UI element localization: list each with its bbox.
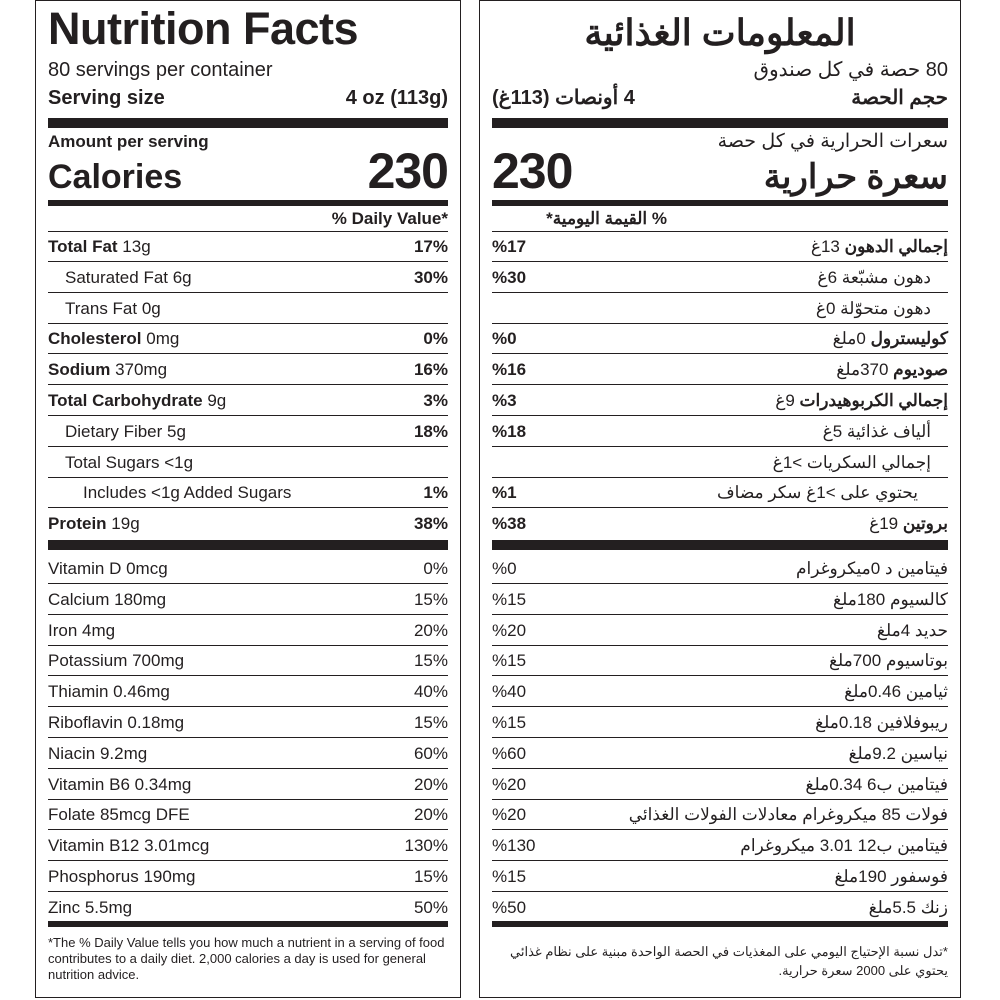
nutrient-row — [48, 294, 448, 324]
vitamin-row — [492, 646, 948, 676]
nutrient-name: دهون متحوّلة 0غ — [815, 298, 931, 318]
calories-label: سعرة حرارية — [763, 158, 948, 196]
nutrient-daily-value: 30% — [413, 267, 448, 287]
vitamin-daily-value: 20% — [413, 774, 448, 794]
vitamin-row — [492, 831, 948, 861]
nutrient-label — [48, 263, 192, 292]
nutrient-row — [492, 263, 948, 293]
vitamin-label: حديد 4ملغ — [876, 620, 948, 640]
nutrient-label — [48, 417, 186, 446]
nutrient-amount: 19غ — [869, 514, 903, 534]
nutrient-label — [775, 386, 948, 415]
vitamin-row — [492, 739, 948, 769]
vitamin-daily-value: 15% — [413, 867, 448, 886]
vitamin-row — [492, 616, 948, 646]
servings-per-container: 80 servings per container — [48, 59, 273, 81]
nutrient-label — [869, 509, 948, 539]
vitamin-label: Vitamin B6 0.34mg — [48, 774, 192, 794]
nutrient-daily-value: %30 — [492, 267, 527, 287]
vitamin-label: كالسيوم 180ملغ — [833, 589, 948, 609]
nutrient-row — [48, 324, 448, 354]
vitamin-row — [492, 677, 948, 707]
vitamin-row — [492, 800, 948, 830]
vitamin-row — [492, 554, 948, 584]
panel-title: المعلومات الغذائية — [584, 12, 856, 53]
vitamin-daily-value: 40% — [413, 682, 448, 702]
nutrient-daily-value: 3% — [423, 391, 448, 410]
vitamin-label: Riboflavin 0.18mg — [48, 713, 185, 732]
nutrient-label — [48, 324, 179, 353]
calories-value: 230 — [367, 143, 448, 199]
calories-value: 230 — [492, 143, 573, 199]
nutrient-name: دهون مشبّعة 6غ — [817, 267, 931, 287]
serving-size-label: Serving size — [48, 87, 165, 109]
nutrient-row — [492, 355, 948, 385]
nutrient-name: ألياف غذائية 5غ — [822, 421, 931, 441]
daily-value-header — [492, 206, 948, 232]
divider-thick — [492, 118, 948, 128]
serving-size-value: 4 oz (113g) — [345, 87, 448, 109]
vitamin-daily-value: %20 — [492, 805, 527, 825]
nutrient-amount: 13g — [117, 237, 151, 256]
nutrient-daily-value: 17% — [413, 237, 448, 256]
nutrient-name: Trans Fat 0g — [65, 298, 161, 318]
vitamin-row — [48, 616, 448, 646]
daily-value-header-text: % القيمة اليومية* — [546, 209, 667, 228]
nutrition-facts-panel-english — [35, 0, 461, 998]
panel-title: Nutrition Facts — [48, 3, 359, 54]
nutrient-daily-value: %16 — [492, 360, 527, 380]
vitamin-label: Zinc 5.5mg — [48, 897, 133, 917]
vitamin-daily-value: %60 — [492, 743, 527, 763]
nutrient-label — [48, 478, 291, 507]
serving-size-label: حجم الحصة — [851, 87, 948, 109]
vitamin-label: Phosphorus 190mg — [48, 867, 196, 886]
vitamin-row — [48, 800, 448, 830]
nutrient-label — [48, 294, 161, 323]
nutrient-name: Sodium — [48, 360, 111, 380]
nutrient-label — [773, 448, 948, 477]
vitamin-label: Folate 85mcg DFE — [48, 805, 190, 825]
nutrient-row — [492, 509, 948, 539]
nutrient-name: إجمالي الدهون — [844, 237, 948, 256]
divider-thick — [48, 118, 448, 128]
nutrient-name: Total Carbohydrate — [48, 391, 203, 410]
vitamin-label: Vitamin D 0mcg — [48, 559, 168, 578]
vitamin-row — [48, 770, 448, 800]
vitamin-label: Potassium 700mg — [48, 651, 185, 671]
vitamin-daily-value: %0 — [492, 559, 517, 578]
vitamin-label: Iron 4mg — [48, 620, 116, 640]
nutrient-name: صوديوم — [893, 360, 948, 380]
nutrient-row — [492, 448, 948, 478]
vitamin-row — [492, 893, 948, 923]
divider-medium — [48, 921, 448, 927]
nutrient-label — [817, 263, 948, 292]
vitamin-label: فولات 85 ميكروغرام معادلات الفولات الغذائي — [628, 805, 948, 825]
vitamin-row — [48, 739, 448, 769]
nutrient-row — [48, 509, 448, 539]
nutrient-amount: 0mg — [141, 329, 180, 349]
nutrient-amount: 9g — [202, 391, 227, 410]
vitamin-label: بوتاسيوم 700ملغ — [828, 651, 948, 671]
nutrient-daily-value: %17 — [492, 237, 527, 256]
nutrient-label — [823, 417, 948, 446]
nutrient-name: إجمالي السكريات >1غ — [772, 452, 931, 472]
nutrient-name: Protein — [48, 514, 107, 534]
nutrient-label — [48, 448, 193, 477]
nutrient-name: Dietary Fiber 5g — [65, 421, 186, 441]
footnote: *تدل نسبة الإحتياج اليومي على المغذيات في الحصة الواحدة مبنية على نظام غذائي يحتوي على 2000 سعرة حرارية. — [510, 944, 948, 978]
vitamin-row — [492, 585, 948, 615]
nutrient-row — [492, 294, 948, 324]
nutrient-row — [48, 355, 448, 385]
nutrient-name: Total Fat — [48, 237, 118, 256]
nutrient-daily-value: %38 — [492, 514, 527, 534]
vitamin-row — [48, 646, 448, 676]
nutrient-row — [48, 417, 448, 447]
vitamin-row — [48, 677, 448, 707]
vitamin-label: فيتامين ب12 3.01 ميكروغرام — [740, 836, 948, 856]
nutrient-row — [492, 232, 948, 262]
serving-size-row — [492, 85, 948, 111]
serving-size-value: 4 أونصات (113غ) — [492, 87, 635, 109]
calories-row — [492, 143, 948, 199]
vitamin-daily-value: %15 — [492, 867, 527, 886]
nutrient-label — [836, 355, 948, 384]
nutrient-row — [48, 448, 448, 478]
nutrient-daily-value: %1 — [492, 483, 517, 503]
nutrient-row — [492, 417, 948, 447]
vitamin-label: فوسفور 190ملغ — [834, 867, 948, 886]
calories-row — [48, 143, 448, 199]
vitamin-label: فيتامين ب6 0.34ملغ — [805, 774, 948, 794]
nutrient-daily-value: 38% — [413, 514, 448, 534]
vitamin-daily-value: 60% — [413, 743, 448, 763]
nutrition-facts-panel-arabic — [479, 0, 961, 998]
vitamin-daily-value: 20% — [413, 620, 448, 640]
nutrient-label — [811, 232, 948, 261]
serving-size-row — [48, 85, 448, 111]
nutrient-label — [48, 355, 167, 384]
vitamin-row — [492, 708, 948, 738]
nutrient-name: Total Sugars <1g — [65, 452, 194, 472]
nutrient-daily-value: 1% — [423, 483, 448, 503]
vitamin-daily-value: %15 — [492, 713, 527, 732]
calories-label: Calories — [48, 158, 183, 196]
vitamin-daily-value: 15% — [413, 589, 448, 609]
amount-per-serving: Amount per serving — [48, 132, 209, 151]
vitamin-daily-value: 15% — [413, 651, 448, 671]
vitamin-daily-value: 50% — [413, 897, 448, 917]
nutrient-amount: 13غ — [810, 237, 845, 256]
footnote: *The % Daily Value tells you how much a nutrient in a serving of food contributes to a daily diet. 2,000 calories a day is used for general nutrition advice. — [48, 935, 445, 982]
nutrient-daily-value: 0% — [423, 329, 448, 349]
nutrient-daily-value: 16% — [413, 360, 448, 380]
vitamin-label: ثيامين 0.46ملغ — [844, 682, 948, 702]
nutrient-amount: 370mg — [110, 360, 168, 380]
vitamin-label: Niacin 9.2mg — [48, 743, 148, 763]
vitamin-daily-value: 20% — [413, 805, 448, 825]
vitamin-label: زنك 5.5ملغ — [868, 897, 948, 917]
vitamin-row — [492, 770, 948, 800]
nutrient-label — [48, 386, 226, 415]
vitamin-daily-value: %50 — [492, 897, 527, 917]
nutrient-name: Includes <1g Added Sugars — [83, 483, 292, 503]
vitamin-daily-value: %20 — [492, 620, 527, 640]
vitamin-daily-value: %15 — [492, 589, 527, 609]
vitamin-daily-value: 0% — [423, 559, 448, 578]
vitamin-daily-value: %130 — [492, 836, 536, 856]
nutrient-label — [48, 232, 151, 261]
nutrient-row — [48, 386, 448, 416]
amount-per-serving: سعرات الحرارية في كل حصة — [717, 131, 948, 152]
vitamin-daily-value: %40 — [492, 682, 527, 702]
vitamin-row — [48, 585, 448, 615]
nutrient-amount: 370ملغ — [836, 360, 894, 380]
nutrient-amount: 19g — [106, 514, 140, 534]
nutrient-row — [48, 478, 448, 508]
divider-thick — [48, 540, 448, 550]
nutrient-name: Saturated Fat 6g — [65, 267, 192, 287]
nutrient-amount: 9غ — [775, 391, 800, 410]
vitamin-label: Thiamin 0.46mg — [48, 682, 170, 702]
nutrient-name: يحتوي على >1غ سكر مضاف — [717, 483, 918, 503]
vitamin-daily-value: %15 — [492, 651, 527, 671]
servings-per-container: 80 حصة في كل صندوق — [753, 59, 948, 81]
vitamin-label: فيتامين د 0ميكروغرام — [796, 559, 948, 578]
vitamin-label: Vitamin B12 3.01mcg — [48, 836, 210, 856]
vitamin-row — [48, 831, 448, 861]
nutrient-label — [717, 478, 948, 507]
nutrient-daily-value: %3 — [492, 391, 517, 410]
nutrient-label — [816, 294, 948, 323]
nutrient-daily-value: 18% — [413, 421, 448, 441]
vitamin-daily-value: 130% — [404, 836, 448, 856]
nutrient-daily-value: %18 — [492, 421, 527, 441]
nutrient-row — [492, 478, 948, 508]
nutrient-name: كوليسترول — [870, 329, 948, 349]
vitamin-daily-value: %20 — [492, 774, 527, 794]
vitamin-row — [492, 862, 948, 892]
nutrient-row — [492, 324, 948, 354]
nutrient-name: إجمالي الكربوهيدرات — [799, 391, 948, 410]
divider-medium — [492, 921, 948, 927]
nutrient-label — [833, 324, 948, 353]
vitamin-row — [48, 708, 448, 738]
nutrient-amount: 0ملغ — [832, 329, 871, 349]
nutrient-row — [48, 232, 448, 262]
vitamin-label: ريبوفلافين 0.18ملغ — [815, 713, 948, 732]
nutrient-daily-value: %0 — [492, 329, 517, 349]
nutrient-name: بروتين — [902, 514, 948, 534]
daily-value-header: % Daily Value* — [48, 206, 448, 232]
nutrient-row — [492, 386, 948, 416]
vitamin-row — [48, 893, 448, 923]
vitamin-daily-value: 15% — [413, 713, 448, 732]
vitamin-label: Calcium 180mg — [48, 589, 167, 609]
nutrient-label — [48, 509, 140, 539]
nutrient-name: Cholesterol — [48, 329, 142, 349]
vitamin-label: نياسين 9.2ملغ — [848, 743, 948, 763]
vitamin-row — [48, 862, 448, 892]
divider-thick — [492, 540, 948, 550]
nutrient-row — [48, 263, 448, 293]
vitamin-row — [48, 554, 448, 584]
